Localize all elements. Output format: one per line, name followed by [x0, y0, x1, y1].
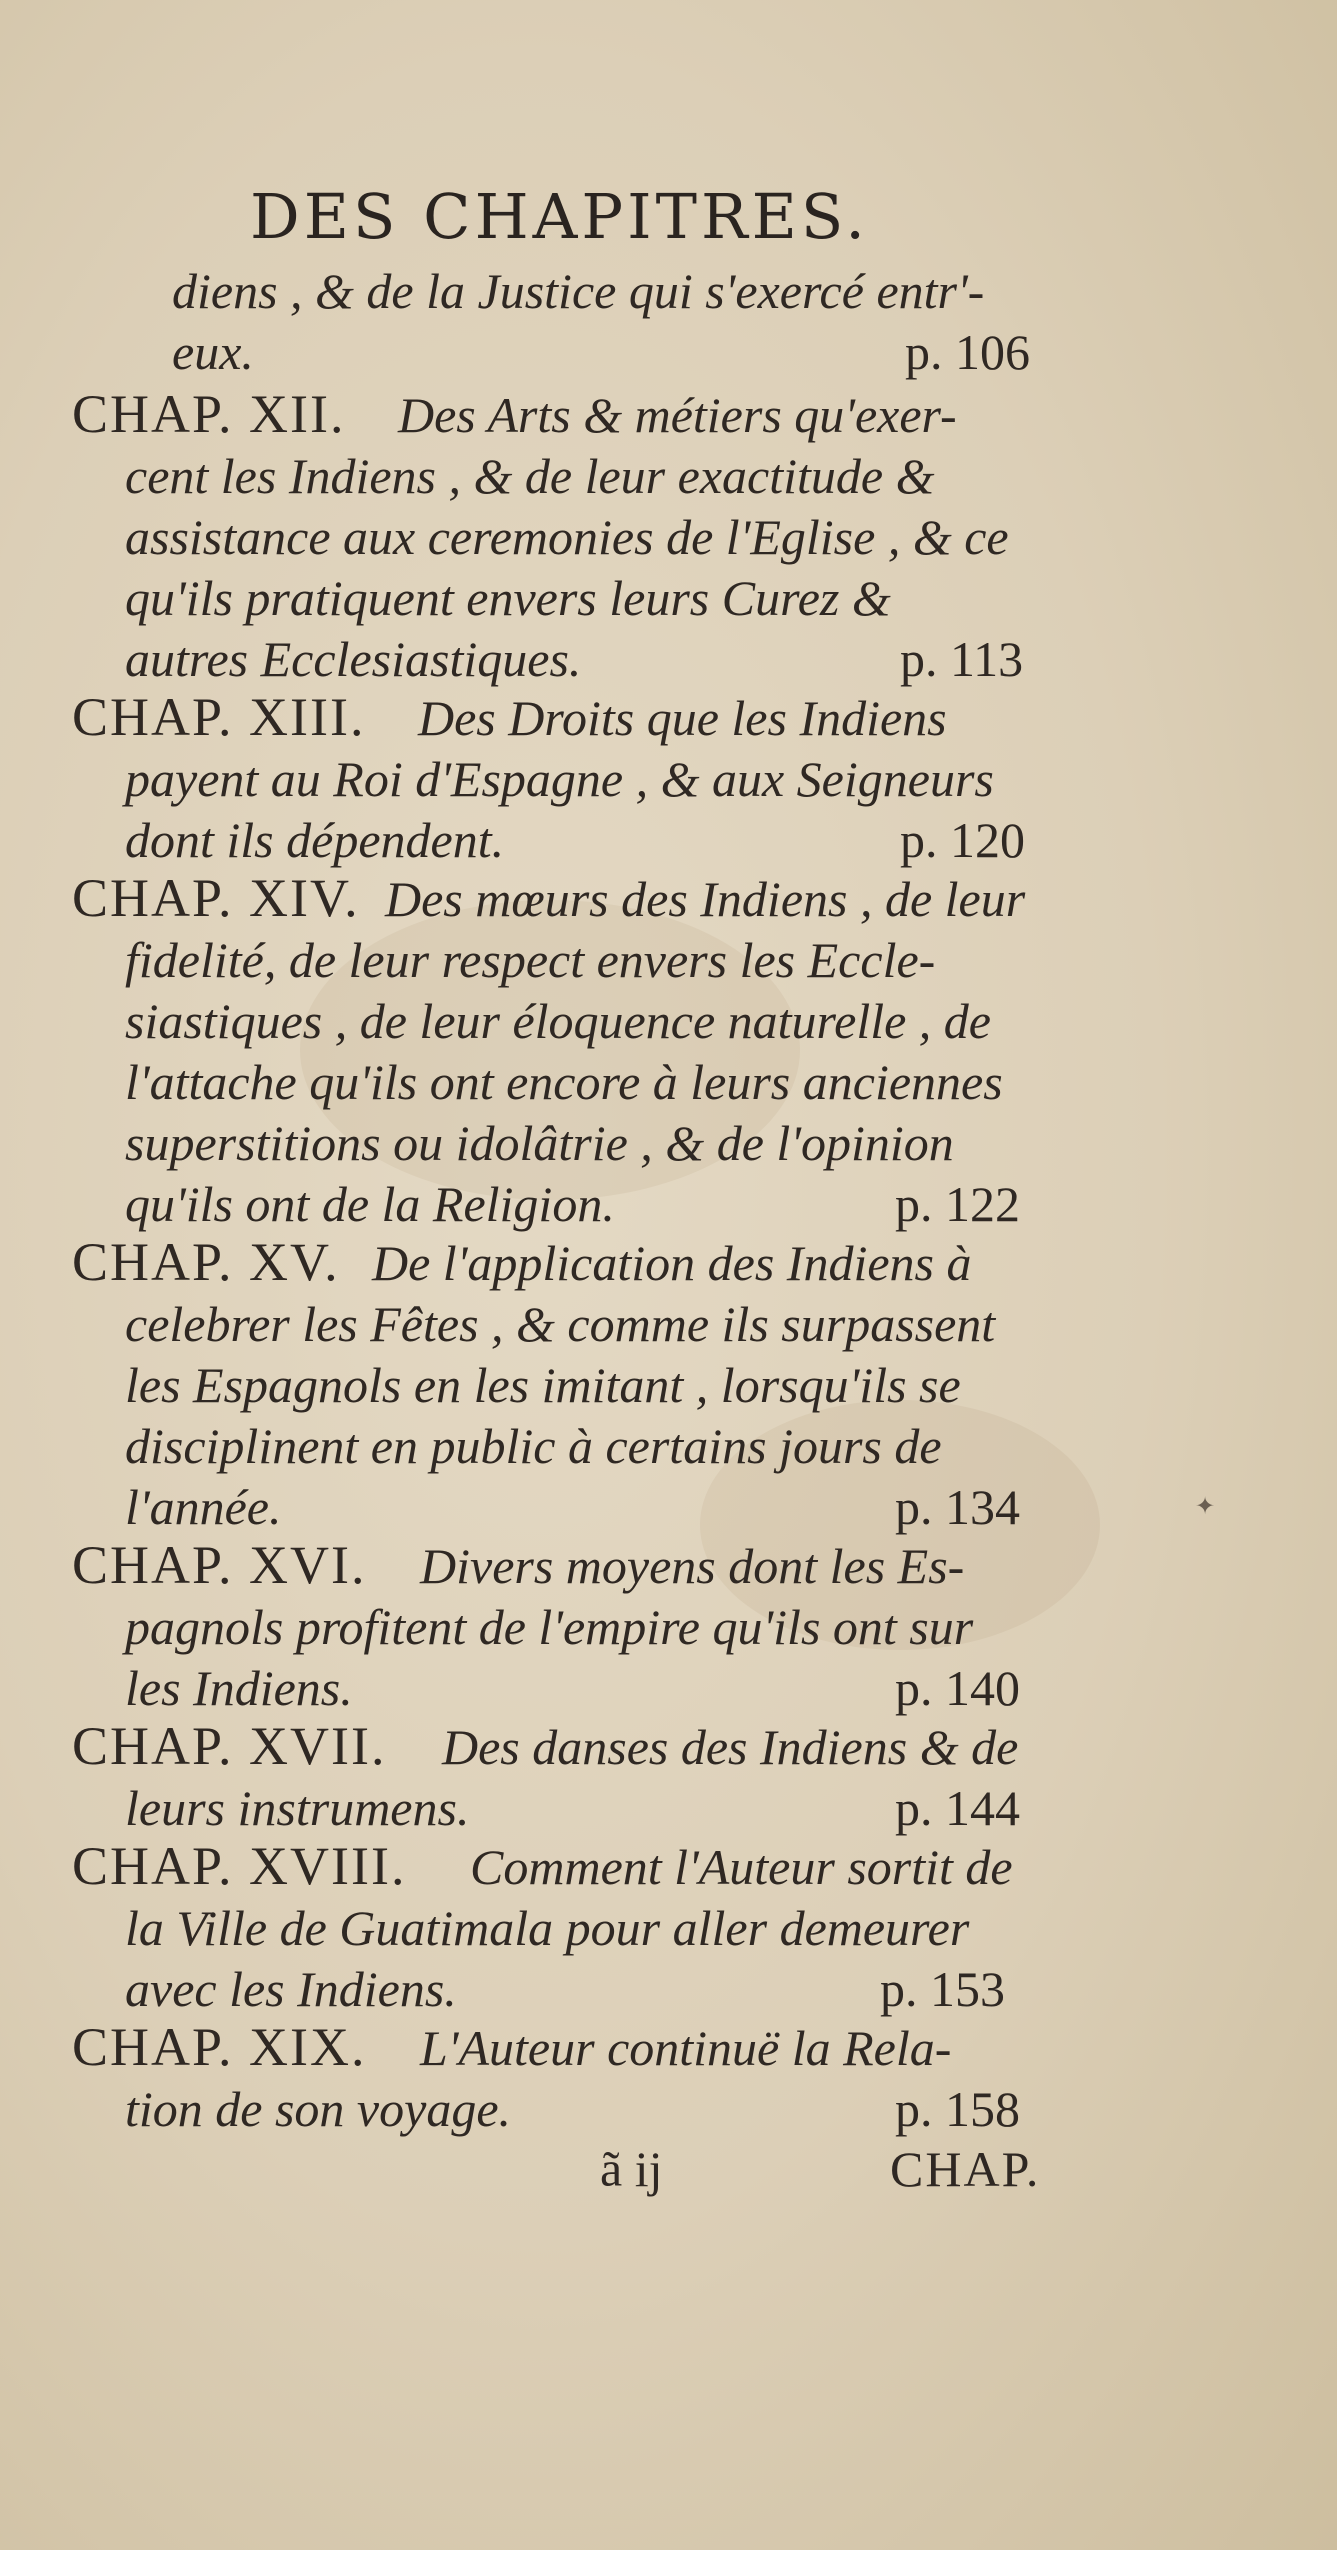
chapter-title-line: De l'application des Indiens à: [372, 1235, 972, 1291]
chapter-label: [72, 2016, 367, 2078]
page-header: DES CHAPITRES.: [250, 180, 869, 253]
chapter-title-line: Des danses des Indiens & de: [442, 1719, 1019, 1775]
chapter-title-line: cent les Indiens , & de leur exactitude &: [125, 448, 935, 504]
chapter-title-line: leurs instrumens.: [125, 1780, 470, 1836]
chapter-label: [72, 686, 366, 748]
continuation-line: eux.: [172, 324, 254, 380]
chapter-number: CHAP. XVI.: [72, 1535, 367, 1595]
page-number: p. 134: [895, 1479, 1020, 1535]
chapter-title-line: siastiques , de leur éloquence naturelle , de: [125, 993, 991, 1049]
page-number: p. 113: [900, 631, 1024, 687]
page-number: p. 122: [895, 1176, 1020, 1232]
chapter-title-line: Des Arts & métiers qu'exer-: [398, 387, 957, 443]
chapter-title-line: l'année.: [125, 1479, 282, 1535]
chapter-title-line: payent au Roi d'Espagne , & aux Seigneurs: [125, 751, 994, 807]
chapter-label: [72, 1534, 367, 1596]
signature-mark: ã ij: [600, 2141, 663, 2197]
chapter-title-line: dont ils dépendent.: [125, 812, 505, 868]
chapter-title-line: superstitions ou idolâtrie , & de l'opinion: [125, 1115, 954, 1171]
chapter-title-line: celebrer les Fêtes , & comme ils surpassent: [125, 1296, 996, 1352]
chapter-title-line: les Espagnols en les imitant , lorsqu'ils se: [125, 1357, 961, 1413]
chapter-label: [72, 1715, 387, 1777]
chapter-number: CHAP. XIV.: [72, 868, 360, 928]
chapter-title-line: Comment l'Auteur sortit de: [470, 1839, 1013, 1895]
page-number: p. 144: [895, 1780, 1020, 1836]
chapter-number: CHAP. XII.: [72, 384, 346, 444]
chapter-title-line: Divers moyens dont les Es-: [420, 1538, 965, 1594]
chapter-title-line: les Indiens.: [125, 1660, 353, 1716]
page-number: p. 120: [900, 812, 1025, 868]
chapter-title-line: autres Ecclesiastiques.: [125, 631, 582, 687]
chapter-number: CHAP. XIII.: [72, 687, 366, 747]
chapter-number: CHAP. XVII.: [72, 1716, 387, 1776]
chapter-title-line: qu'ils pratiquent envers leurs Curez &: [125, 570, 891, 626]
page-number: p. 153: [880, 1961, 1005, 2017]
chapter-title-line: tion de son voyage.: [125, 2081, 512, 2137]
chapter-title-line: Des Droits que les Indiens: [418, 690, 947, 746]
chapter-label: [72, 1835, 407, 1897]
continuation-line: diens , & de la Justice qui s'exercé entr'-: [172, 263, 985, 319]
chapter-title-line: avec les Indiens.: [125, 1961, 457, 2017]
chapter-title-line: Des mœurs des Indiens , de leur: [385, 871, 1026, 927]
chapter-label: [72, 383, 346, 445]
chapter-number: CHAP. XVIII.: [72, 1836, 407, 1896]
marginal-mark: ✦: [1195, 1492, 1216, 1520]
chapter-label: [72, 1231, 340, 1293]
chapter-title-line: assistance aux ceremonies de l'Eglise , & ce: [125, 509, 1009, 565]
chapter-title-line: disciplinent en public à certains jours de: [125, 1418, 942, 1474]
chapter-title-line: qu'ils ont de la Religion.: [125, 1176, 615, 1232]
chapter-title-line: l'attache qu'ils ont encore à leurs anciennes: [125, 1054, 1003, 1110]
chapter-number: CHAP. XV.: [72, 1232, 340, 1292]
chapter-title-line: L'Auteur continuë la Rela-: [420, 2020, 952, 2076]
chapter-label: [72, 867, 360, 929]
chapter-title-line: la Ville de Guatimala pour aller demeurer: [125, 1900, 970, 1956]
chapter-title-line: pagnols profitent de l'empire qu'ils ont sur: [125, 1599, 974, 1655]
catchword: CHAP.: [890, 2141, 1041, 2197]
page-number: p. 158: [895, 2081, 1020, 2137]
chapter-number: CHAP. XIX.: [72, 2017, 367, 2077]
chapter-title-line: fidelité, de leur respect envers les Eccle-: [125, 932, 936, 988]
page-number: p. 140: [895, 1660, 1020, 1716]
page-number: p. 106: [905, 324, 1030, 380]
